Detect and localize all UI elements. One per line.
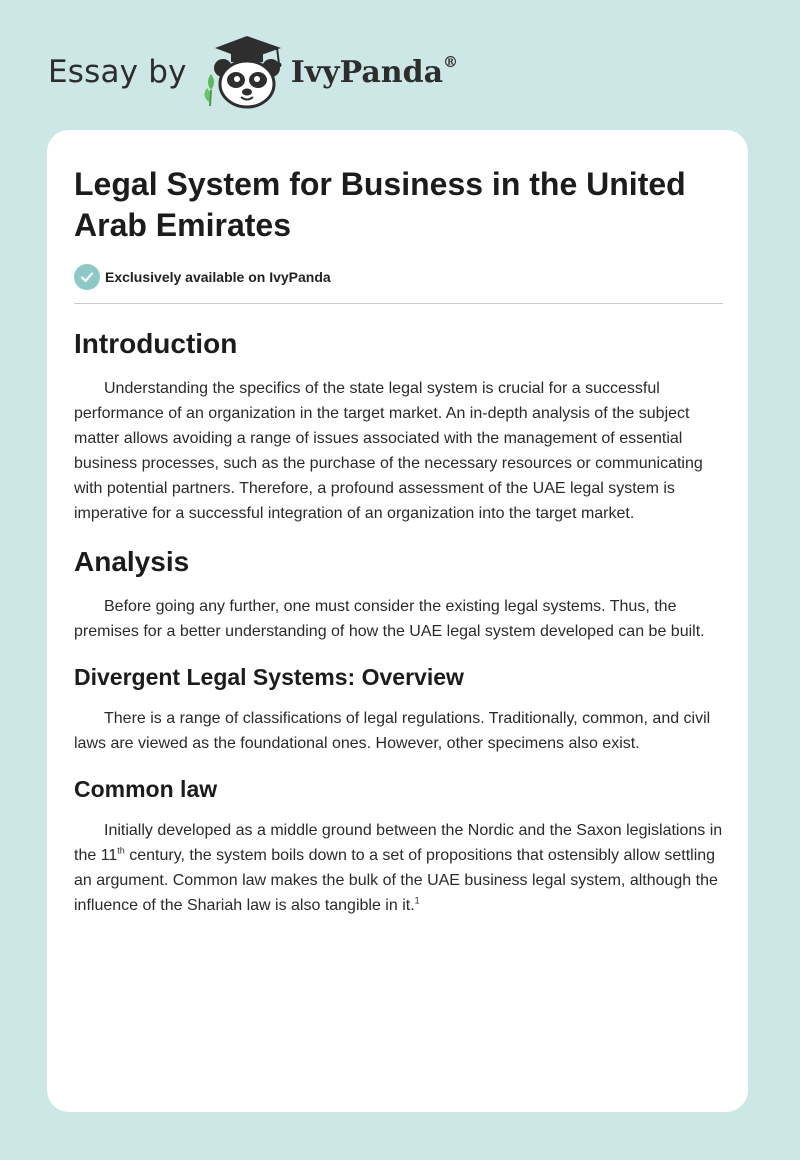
ivypanda-logo-icon[interactable] [201, 34, 289, 110]
essay-content [74, 164, 723, 918]
paragraph-introduction: Understanding the specifics of the state legal system is crucial for a successful performance of an organization in the target market. An in-depth analysis of the subject matter allows avoiding a range of issues associated with the management of essential business processes, such as the purchase of the necessary resources or communicating with potential partners. Therefore, a profound assessment of the UAE legal system is imperative for a successful integration of an organization into the target market. [74, 380, 703, 522]
footnote-ref-1[interactable]: 1 [414, 895, 420, 906]
essay-card [47, 130, 748, 1112]
brand-name-text: IvyPanda [290, 54, 444, 90]
ordinal-suffix: th [117, 845, 125, 856]
essay-title: Legal System for Business in the United Arab Emirates [74, 166, 686, 243]
paragraph-analysis: Before going any further, one must consider the existing legal systems. Thus, the premises for a better understanding of how the UAE legal system developed can be built. [74, 598, 705, 640]
title-divider [74, 303, 723, 304]
heading-analysis: Analysis [74, 546, 190, 577]
heading-introduction: Introduction [74, 328, 238, 359]
essay-by-label: Essay by [48, 54, 187, 90]
registered-mark: ® [443, 52, 459, 71]
common-law-text-part1: Initially developed as a middle ground between the Nordic and the Saxon legislations in the 11 [74, 822, 723, 864]
paragraph-divergent-legal-systems: There is a range of classifications of legal regulations. Traditionally, common, and civil laws are viewed as the foundational ones. However, other specimens also exist. [74, 710, 711, 752]
heading-divergent-legal-systems: Divergent Legal Systems: Overview [74, 664, 464, 690]
common-law-text-part2: century, the system boils down to a set of propositions that ostensibly allow settling an argument. Common law makes the bulk of the UAE business legal system, although the influence of the Shariah law is also tangible in it. [74, 847, 718, 914]
paragraph-common-law [74, 818, 723, 918]
exclusive-label: Exclusively available on IvyPanda [105, 269, 331, 285]
heading-common-law: Common law [74, 776, 218, 802]
site-header [48, 34, 458, 110]
check-circle-icon [74, 264, 100, 290]
exclusive-badge [74, 264, 723, 290]
brand-name[interactable] [290, 52, 459, 90]
